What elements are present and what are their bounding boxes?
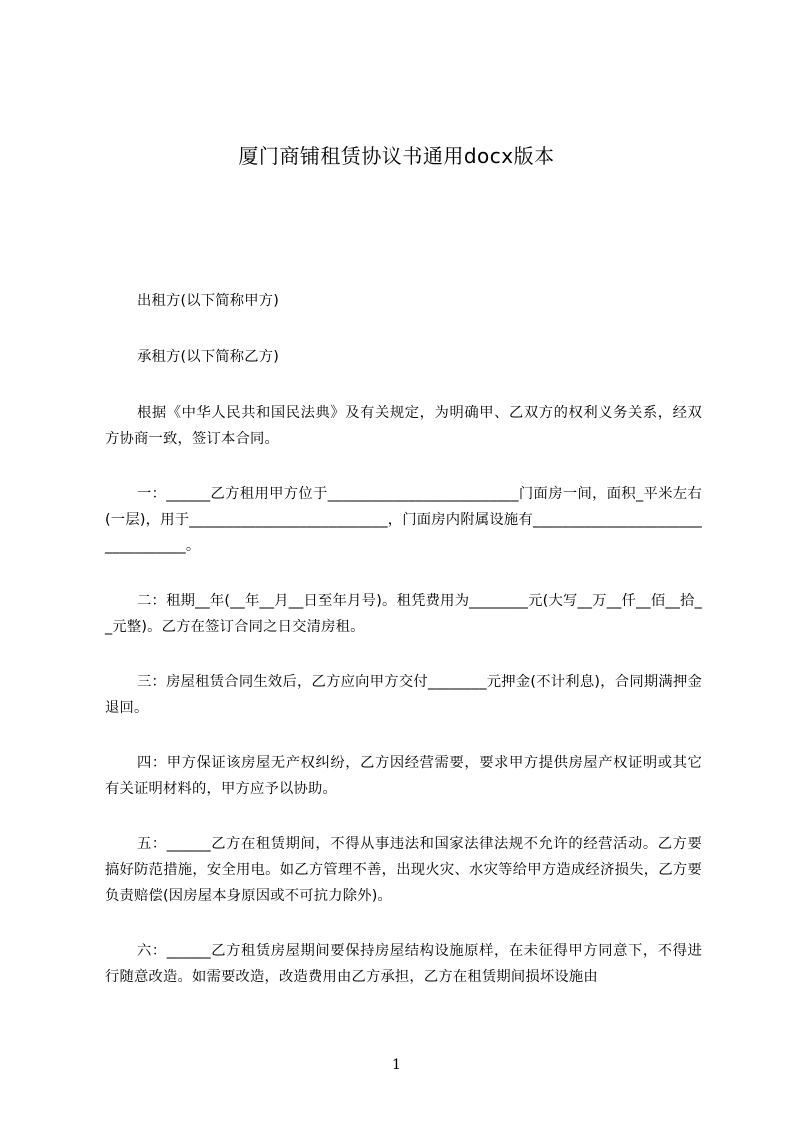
clause-4-paragraph: 四：甲方保证该房屋无产权纠纷，乙方因经营需要，要求甲方提供房屋产权证明或其它有关证明材料的，甲方应予以协助。 (105, 755, 702, 797)
clause-3-paragraph: 三：房屋租赁合同生效后，乙方应向甲方交付________元押金(不计利息)，合同期满押金退回。 (105, 674, 702, 716)
clause-1-paragraph: 一：______乙方租用甲方位于__________________________门面房一间，面积_平米左右(一层)，用于___________________________，门面房内附属设施有__________________________________。 (105, 486, 702, 554)
clause-2-paragraph: 二：租期__年(__年__月__日至年月号)。租凭费用为________元(大写__万__仟__佰__拾__元整)。乙方在签订合同之日交清房租。 (105, 593, 702, 635)
lessor-line: 出租方(以下简称甲方) (137, 293, 280, 309)
page-number: 1 (392, 1057, 401, 1073)
lessee-line: 承租方(以下简称乙方) (137, 349, 280, 365)
document-title: 厦门商铺租赁协议书通用docx版本 (238, 144, 555, 168)
preamble-paragraph: 根据《中华人民共和国民法典》及有关规定，为明确甲、乙双方的权利义务关系，经双方协商一致，签订本合同。 (105, 405, 702, 447)
document-body (105, 288, 702, 1019)
clause-5-paragraph: 五：______乙方在租赁期间，不得从事违法和国家法律法规不允许的经营活动。乙方要搞好防范措施，安全用电。如乙方管理不善，出现火灾、水灾等给甲方造成经济损失，乙方要负责赔偿(因房屋本身原因或不可抗力除外)。 (105, 836, 702, 904)
clause-6-paragraph: 六：______乙方租赁房屋期间要保持房屋结构设施原样，在未征得甲方同意下，不得进行随意改造。如需要改造，改造费用由乙方承担，乙方在租赁期间损坏设施由 (105, 943, 702, 985)
